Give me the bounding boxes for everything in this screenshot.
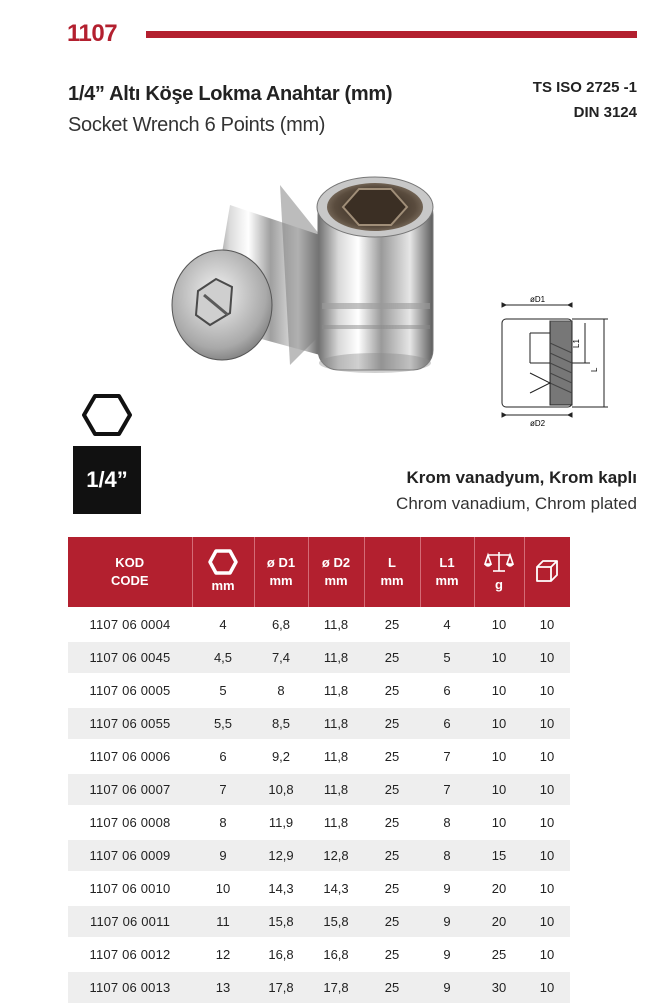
cell-weight: 25 [474,938,524,971]
cell-hex-size: 10 [192,872,254,905]
cell-l: 25 [364,674,420,707]
cell-weight: 10 [474,641,524,674]
cell-l: 25 [364,872,420,905]
cell-code: 1107 06 0010 [68,872,192,905]
cell-weight: 20 [474,905,524,938]
cell-l1: 6 [420,707,474,740]
table-row [68,905,570,938]
spec-table [68,537,570,1003]
cell-code: 1107 06 0012 [68,938,192,971]
cell-box-qty: 10 [524,938,570,971]
cell-l1: 8 [420,806,474,839]
cell-box-qty: 10 [524,839,570,872]
table-row [68,839,570,872]
cell-d1: 6,8 [254,608,308,641]
title-english: Socket Wrench 6 Points (mm) [68,114,326,136]
cell-weight: 15 [474,839,524,872]
cell-l1: 8 [420,839,474,872]
table-row [68,674,570,707]
header-l-line2: mm [380,573,404,588]
cell-hex-size: 5 [192,674,254,707]
cell-l: 25 [364,806,420,839]
box-icon [534,559,560,583]
cell-d1: 14,3 [254,872,308,905]
cell-l1: 6 [420,674,474,707]
header-accent-bar [146,31,637,38]
label-d1: øD1 [530,295,546,304]
cell-hex-size: 12 [192,938,254,971]
cell-d1: 7,4 [254,641,308,674]
cell-d1: 8 [254,674,308,707]
cell-l1: 4 [420,608,474,641]
header-hex-size [192,537,254,608]
cell-box-qty: 10 [524,707,570,740]
table-row [68,872,570,905]
title-turkish: 1/4” Altı Köşe Lokma Anahtar (mm) [68,83,393,105]
cell-l1: 9 [420,971,474,1003]
cell-l: 25 [364,905,420,938]
cell-weight: 20 [474,872,524,905]
cell-d1: 16,8 [254,938,308,971]
cell-d1: 15,8 [254,905,308,938]
cell-d2: 11,8 [308,740,364,773]
cell-d1: 10,8 [254,773,308,806]
cell-code: 1107 06 0055 [68,707,192,740]
cell-hex-size: 5,5 [192,707,254,740]
material-turkish: Krom vanadyum, Krom kaplı [406,468,637,487]
header-code-line1: KOD [115,555,145,570]
cell-weight: 10 [474,740,524,773]
hexagon-icon [208,549,238,575]
cell-box-qty: 10 [524,872,570,905]
cell-code: 1107 06 0006 [68,740,192,773]
cell-l1: 7 [420,773,474,806]
header-weight-unit: g [495,577,503,592]
cell-d1: 12,9 [254,839,308,872]
cell-l: 25 [364,740,420,773]
cell-box-qty: 10 [524,740,570,773]
cell-hex-size: 7 [192,773,254,806]
label-l1: L1 [572,339,581,348]
cell-l: 25 [364,641,420,674]
cell-d2: 17,8 [308,971,364,1003]
material-english: Chrom vanadium, Chrom plated [396,494,637,513]
drive-size-badge: 1/4” [73,446,141,514]
header-code-line2: CODE [110,573,149,588]
header-l1-line2: mm [435,573,459,588]
header-l1-line1: L1 [439,555,455,570]
header-d2-line1: ø D2 [321,555,351,570]
table-row [68,707,570,740]
cell-l1: 5 [420,641,474,674]
header-d1 [254,537,308,608]
cell-d2: 14,3 [308,872,364,905]
cell-code: 1107 06 0005 [68,674,192,707]
socket-lying [172,185,320,365]
cell-box-qty: 10 [524,971,570,1003]
cell-l: 25 [364,707,420,740]
cell-d1: 8,5 [254,707,308,740]
cell-d2: 11,8 [308,806,364,839]
cell-hex-size: 9 [192,839,254,872]
cell-weight: 10 [474,608,524,641]
table-row [68,938,570,971]
header-l1 [420,537,474,608]
header-l-line1: L [388,555,396,570]
cell-hex-size: 8 [192,806,254,839]
header-hex-unit: mm [211,578,235,593]
label-l: L [590,367,599,372]
cell-l1: 7 [420,740,474,773]
cell-d2: 15,8 [308,905,364,938]
cell-l: 25 [364,839,420,872]
product-code: 1107 [67,20,118,47]
cell-code: 1107 06 0045 [68,641,192,674]
header-l [364,537,420,608]
cell-code: 1107 06 0004 [68,608,192,641]
table-row [68,773,570,806]
cell-box-qty: 10 [524,674,570,707]
cell-d2: 11,8 [308,707,364,740]
technical-drawing [490,293,612,430]
cell-code: 1107 06 0013 [68,971,192,1003]
socket-standing [317,177,433,373]
cell-l: 25 [364,773,420,806]
cell-weight: 10 [474,707,524,740]
cell-hex-size: 6 [192,740,254,773]
cell-code: 1107 06 0009 [68,839,192,872]
header-weight [474,537,524,608]
cell-hex-size: 4,5 [192,641,254,674]
cell-weight: 10 [474,806,524,839]
cell-box-qty: 10 [524,641,570,674]
scale-icon [484,550,514,574]
cell-hex-size: 13 [192,971,254,1003]
header-d1-line2: mm [269,573,293,588]
cell-box-qty: 10 [524,806,570,839]
header-d2 [308,537,364,608]
cell-code: 1107 06 0007 [68,773,192,806]
header-code [68,537,192,608]
header-d1-line1: ø D1 [266,555,296,570]
cell-d2: 12,8 [308,839,364,872]
hexagon-icon [82,393,132,437]
cell-box-qty: 10 [524,773,570,806]
cell-d2: 11,8 [308,641,364,674]
table-row [68,971,570,1003]
cell-l: 25 [364,971,420,1003]
table-row [68,641,570,674]
cell-hex-size: 4 [192,608,254,641]
cell-weight: 10 [474,674,524,707]
table-row [68,608,570,641]
cell-l1: 9 [420,872,474,905]
header-d2-line2: mm [324,573,348,588]
cell-d1: 17,8 [254,971,308,1003]
cell-weight: 30 [474,971,524,1003]
cell-box-qty: 10 [524,905,570,938]
cell-l: 25 [364,608,420,641]
cell-code: 1107 06 0011 [68,905,192,938]
cell-d1: 11,9 [254,806,308,839]
table-row [68,806,570,839]
cell-l: 25 [364,938,420,971]
table-row [68,740,570,773]
cell-d1: 9,2 [254,740,308,773]
cell-l1: 9 [420,938,474,971]
label-d2: øD2 [530,419,546,428]
cell-weight: 10 [474,773,524,806]
cell-l1: 9 [420,905,474,938]
standard-iso: TS ISO 2725 -1 [532,79,637,96]
cell-code: 1107 06 0008 [68,806,192,839]
cell-d2: 16,8 [308,938,364,971]
header-box [524,537,570,608]
cell-d2: 11,8 [308,674,364,707]
product-photo [170,165,440,390]
cell-d2: 11,8 [308,773,364,806]
standard-din: DIN 3124 [573,104,637,121]
cell-hex-size: 11 [192,905,254,938]
cell-d2: 11,8 [308,608,364,641]
table-header-row [68,537,570,608]
cell-box-qty: 10 [524,608,570,641]
